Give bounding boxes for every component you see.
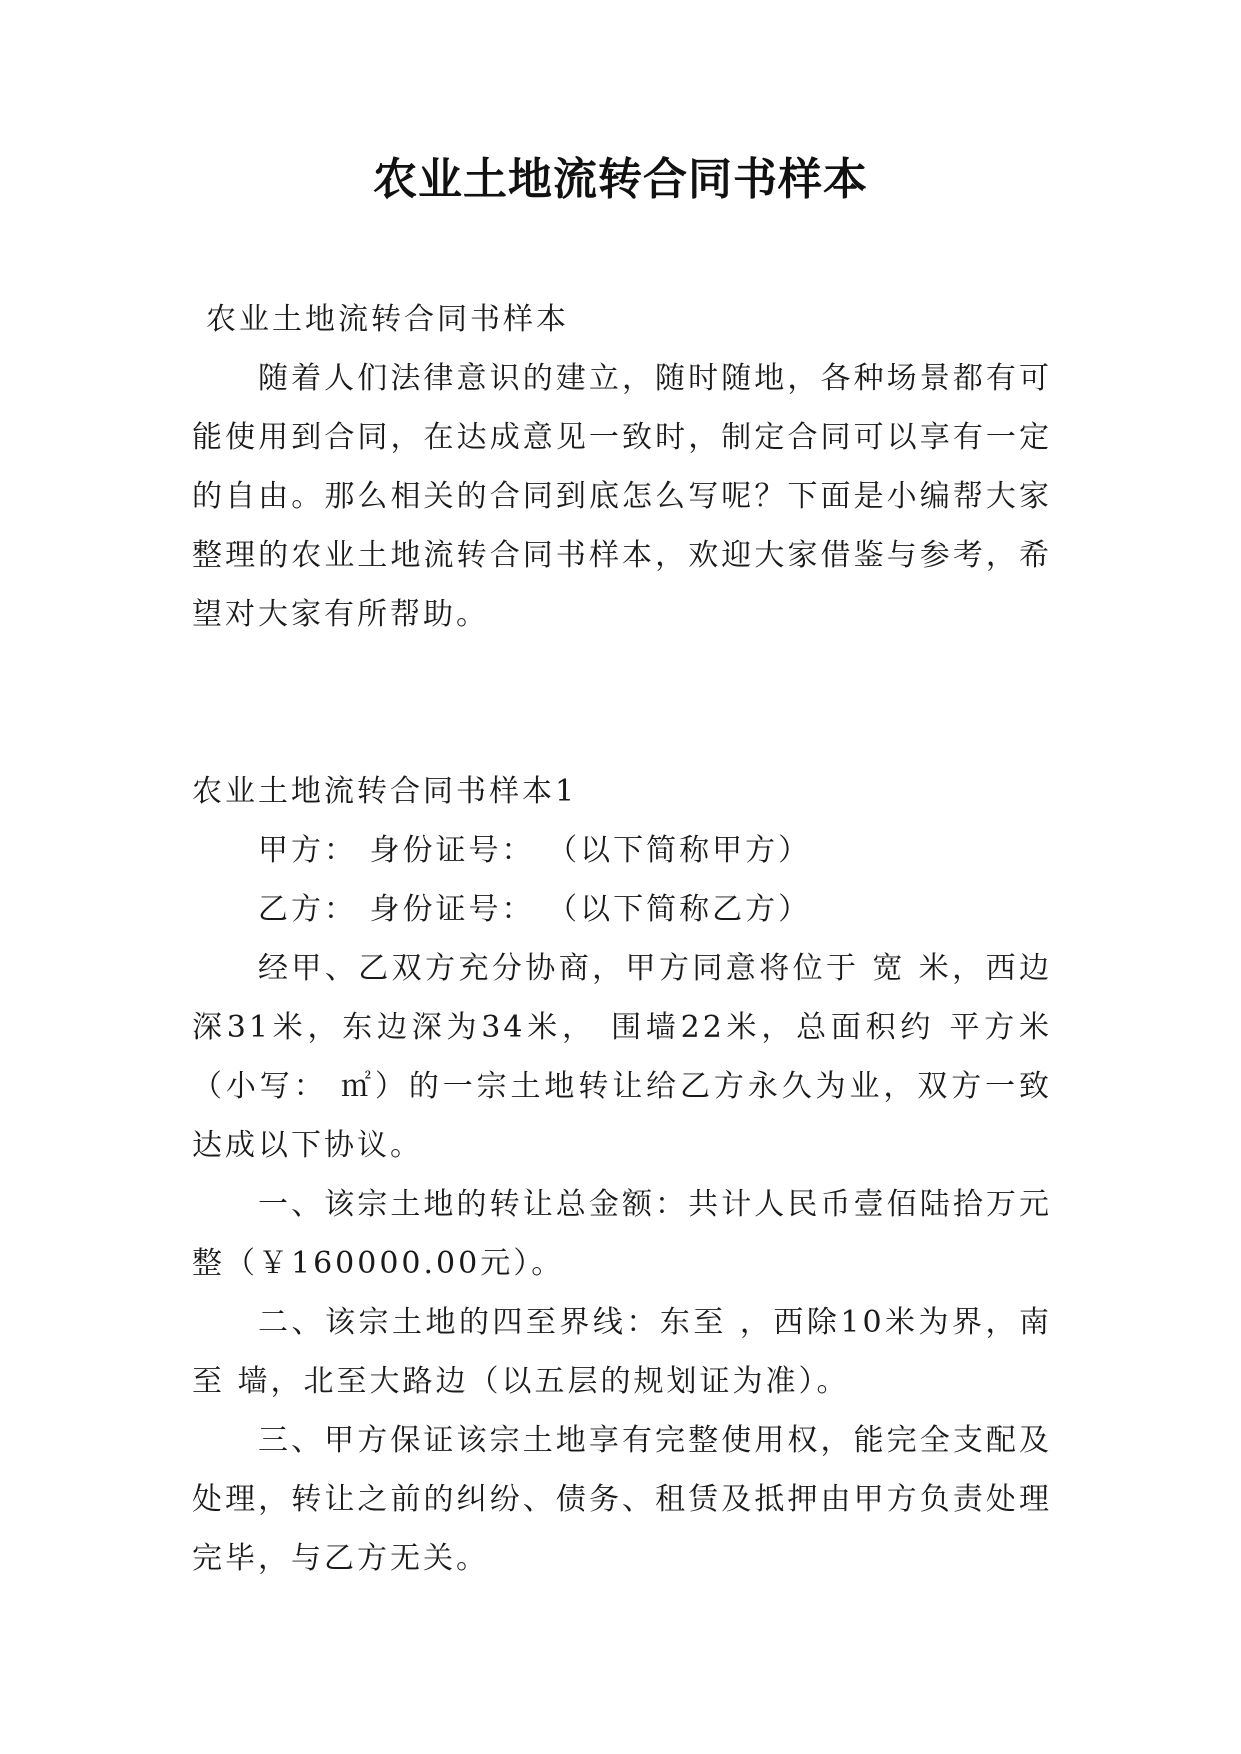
- party-a-line: 甲方： 身份证号： （以下简称甲方）: [258, 833, 812, 868]
- section-spacer: [192, 644, 1052, 762]
- clause-2: 二、该宗土地的四至界线：东至 ，西除10米为界，南至 墙，北至大路边（以五层的规划证为准）。: [192, 1305, 1052, 1399]
- intro-paragraph: 随着人们法律意识的建立，随时随地，各种场景都有可能使用到合同，在达成意见一致时，制定合同可以享有一定的自由。那么相关的合同到底怎么写呢？下面是小编帮大家整理的农业土地流转合同书样本，欢迎大家借鉴与参考，希望对大家有所帮助。: [192, 361, 1052, 632]
- document-subtitle: 农业土地流转合同书样本: [206, 302, 569, 337]
- party-b-line: 乙方： 身份证号： （以下简称乙方）: [258, 892, 812, 927]
- clause-1: 一、该宗土地的转让总金额：共计人民币壹佰陆拾万元整（￥160000.00元）。: [192, 1187, 1052, 1281]
- document-body: [192, 290, 1052, 1588]
- clause-3: 三、甲方保证该宗土地享有完整使用权，能完全支配及处理，转让之前的纠纷、债务、租赁及抵押由甲方负责处理完毕，与乙方无关。: [192, 1423, 1052, 1576]
- document-title: 农业土地流转合同书样本: [373, 154, 868, 205]
- agreement-paragraph: 经甲、乙双方充分协商，甲方同意将位于 宽 米，西边深31米，东边深为34米， 围墙22米，总面积约 平方米（小写： ㎡）的一宗土地转让给乙方永久为业，双方一致达成以下协议。: [192, 951, 1052, 1163]
- sample-heading: 农业土地流转合同书样本1: [192, 774, 578, 809]
